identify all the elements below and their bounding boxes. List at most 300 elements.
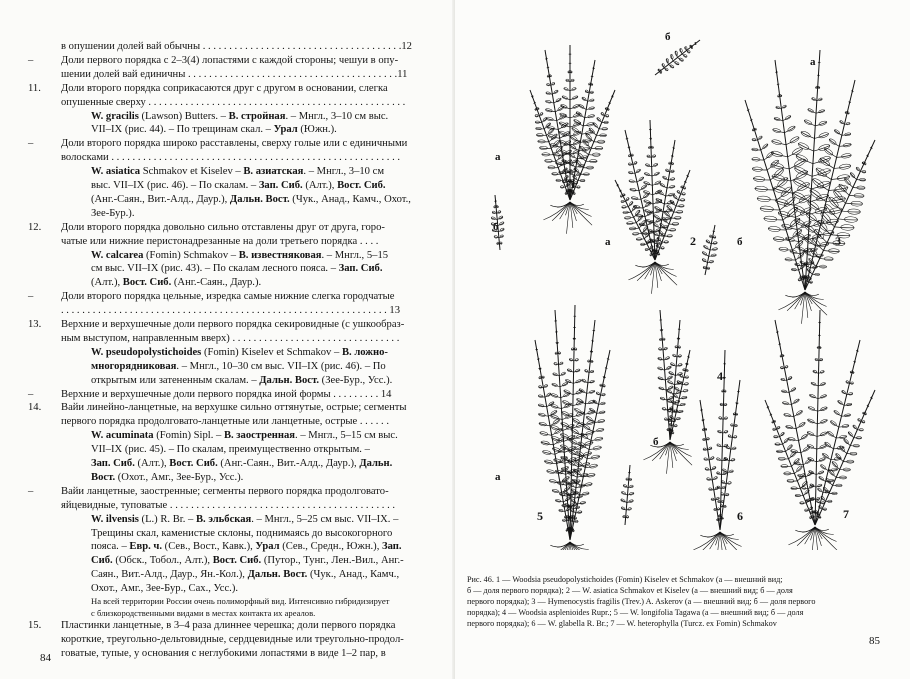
- pinna-blade: [581, 379, 586, 383]
- species-entry-line: [91, 443, 370, 456]
- text-span: (Путор., Тунг., Лен.-Вил., Анг.-: [261, 555, 404, 567]
- pinna-blade: [792, 191, 806, 202]
- text-span: (Fomin) Schmakov –: [143, 249, 239, 261]
- text-span: Schmakov et Kiselev –: [140, 166, 244, 178]
- pinna: [833, 485, 843, 486]
- species-entry-line: [91, 540, 402, 553]
- pinna: [622, 207, 629, 208]
- pinna-blade: [827, 430, 835, 437]
- pinna-blade: [722, 468, 727, 472]
- bold-term: В. известняковая: [238, 249, 322, 261]
- pinna-blade: [572, 104, 579, 109]
- pinna: [580, 453, 592, 456]
- pinna-blade: [664, 418, 667, 421]
- bold-term: Вост. Сиб.: [169, 458, 218, 469]
- pinna: [773, 129, 785, 132]
- pinna: [813, 179, 829, 191]
- pinna: [823, 251, 839, 252]
- pinna-blade: [644, 209, 651, 214]
- pinna-blade: [724, 403, 727, 406]
- pinna: [632, 233, 641, 234]
- pinna: [820, 158, 834, 168]
- pinna-blade: [762, 143, 768, 149]
- pinna-blade: [569, 358, 573, 362]
- pinna-blade: [714, 508, 717, 511]
- pinna: [553, 374, 560, 376]
- pinna-blade: [707, 267, 710, 270]
- text-span: (Алт.),: [91, 277, 123, 289]
- plant-3-frond: [805, 140, 875, 290]
- key-line: Доли второго порядка широко расставлены, сверху голые или с единичными: [61, 138, 408, 150]
- bold-term: Вост. Сиб.: [337, 180, 386, 191]
- bold-term: Сиб.: [91, 555, 113, 567]
- species-entry-line: [91, 179, 386, 192]
- pinna-blade: [641, 184, 648, 190]
- text-span: Охот., Амг., Зее-Бур., Сах., Усс.).: [91, 583, 238, 595]
- pinna-blade: [797, 141, 809, 150]
- pinna-blade: [820, 419, 828, 424]
- plant-top-detail: [655, 40, 700, 75]
- pinna-blade: [710, 456, 714, 460]
- pinna: [623, 212, 631, 213]
- figure-label: 6: [737, 509, 743, 523]
- pinna-blade: [718, 416, 722, 419]
- pinna-blade: [771, 139, 782, 146]
- pinna-blade: [804, 119, 813, 126]
- text-span: (Алт.),: [302, 180, 338, 191]
- pinna: [774, 118, 783, 120]
- pinna-blade: [578, 441, 587, 449]
- pinna: [785, 259, 796, 260]
- species-entry-line: [91, 554, 404, 567]
- pinna-blade: [813, 370, 818, 374]
- pinna: [850, 446, 859, 447]
- pinna: [842, 211, 861, 212]
- key-couplet-marker: 12.: [28, 221, 42, 233]
- pinna-blade: [644, 172, 650, 176]
- key-couplet-marker: –: [28, 388, 34, 400]
- pinna: [846, 203, 863, 204]
- pinna-blade: [540, 431, 549, 436]
- bold-term: Зап. Сиб.: [338, 263, 383, 275]
- caption-line: первого порядка); 6 — W. glabella R. Br.; 7 — W. heterophylla (Turcz. ex Fomin) Schmakov: [467, 619, 777, 628]
- bold-term: В. стройная: [228, 110, 286, 122]
- key-line: шении долей вай единичны . . . . . . . . . . . . . . . . . . . . . . . . . . . . . . . . . . . . . . . .11: [61, 68, 408, 80]
- pinna-blade: [848, 431, 853, 436]
- bold-term: W. acuminata: [91, 430, 154, 442]
- pinna-blade: [552, 383, 558, 387]
- pinna-blade: [621, 491, 626, 495]
- bold-term: W. asiatica: [91, 166, 141, 178]
- bold-term: Вост. Сиб.: [122, 277, 172, 289]
- pinna-blade: [581, 97, 586, 101]
- pinna-blade: [657, 190, 664, 195]
- pinna-blade: [636, 169, 641, 174]
- pinna-blade: [852, 425, 857, 430]
- pinna-blade: [657, 367, 662, 371]
- pinna: [552, 174, 561, 175]
- species-entry-line: [91, 123, 337, 136]
- pinna: [794, 466, 802, 474]
- pinna-blade: [801, 433, 809, 440]
- pinna: [845, 178, 853, 187]
- pinna: [682, 384, 688, 385]
- pinna-blade: [578, 104, 584, 109]
- key-line: волосками . . . . . . . . . . . . . . . . . . . . . . . . . . . . . . . . . . . . . . . . . . . . . . . . . . . . . . .: [61, 152, 401, 164]
- pinna-blade: [554, 90, 559, 94]
- pinna-blade: [668, 371, 673, 375]
- bold-term: W. ilvensis: [91, 513, 139, 525]
- pinna-blade: [794, 165, 808, 176]
- pinna: [800, 482, 807, 489]
- pinna-blade: [712, 466, 717, 470]
- pinna-blade: [559, 362, 563, 366]
- pinna-blade: [815, 167, 828, 179]
- pinna: [840, 469, 851, 470]
- pinna-blade: [594, 437, 603, 442]
- pinna: [663, 64, 664, 68]
- pinna: [809, 282, 813, 283]
- key-line: Доли второго порядка цельные, изредка самые нижние слегка городчатые: [61, 291, 395, 303]
- plant-2-frond: [643, 120, 662, 260]
- pinna-blade: [546, 393, 551, 397]
- frond-rachis: [775, 320, 815, 525]
- key-couplet-marker: –: [28, 54, 34, 66]
- pinna-blade: [637, 214, 643, 221]
- pinna-blade: [563, 389, 570, 394]
- pinna-blade: [643, 181, 650, 186]
- pinna: [822, 454, 830, 460]
- pinna-blade: [766, 151, 775, 159]
- plant-2-roots: [628, 262, 677, 294]
- text-span: (Охот., Амг., Зее-Бур., Усс.).: [115, 471, 244, 483]
- pinna-blade: [771, 150, 783, 158]
- text-span: (Анг.-Саян., Вит.-Алд., Даур.),: [217, 458, 360, 469]
- pinna-blade: [498, 216, 503, 220]
- pinna-blade: [824, 441, 832, 448]
- plant-6-roots: [693, 532, 742, 550]
- pinna-blade: [830, 420, 837, 426]
- plant-5-detail: [620, 465, 634, 525]
- caption-line: порядка); 4 — Woodsia asplenioides Rupr.; 5 — W. longifolia Tagawa (а — внешний вид; б — доля: [467, 608, 804, 617]
- text-span: (Fomin) Sipl. –: [153, 430, 224, 442]
- plant-7-frond: [775, 320, 815, 525]
- plant-7-frond: [807, 310, 828, 525]
- bold-term: Дальн. Вост.: [259, 374, 320, 386]
- pinna-blade: [828, 138, 837, 146]
- pinna-blade: [591, 454, 600, 459]
- pinna: [628, 164, 633, 165]
- key-couplet-marker: –: [28, 291, 34, 303]
- figure-label: 5: [537, 509, 543, 523]
- pinna: [624, 217, 633, 218]
- pinna-blade: [793, 178, 807, 189]
- pinna-blade: [724, 416, 728, 419]
- species-entry-line: [91, 471, 243, 484]
- bold-term: Евр. ч.: [129, 541, 163, 553]
- pinna-blade: [621, 506, 625, 510]
- pinna-blade: [687, 50, 690, 53]
- pinna-blade: [735, 424, 738, 427]
- pinna-blade: [553, 458, 562, 464]
- pinna-blade: [546, 469, 555, 474]
- pinna-blade: [795, 169, 809, 180]
- text-span: пояса. –: [91, 541, 130, 553]
- pinna-blade: [841, 390, 846, 394]
- pinna: [830, 421, 838, 427]
- text-span: . – Мнгл., 10–30 см выс. VII–IX (рис. 46). – По: [176, 360, 386, 372]
- pinna: [796, 253, 804, 260]
- pinna: [812, 274, 819, 275]
- text-span: . – Мнгл., 3–10 см выс.: [285, 110, 389, 122]
- key-line: Вайи ланцетные, заостренные; сегменты первого порядка продолговато-: [61, 485, 389, 497]
- bold-term: Зап. Сиб.: [258, 180, 303, 191]
- pinna-blade: [702, 258, 707, 262]
- pinna: [539, 148, 551, 149]
- key-line: первого порядка продолговато-ланцетные или ланцетные, острые . . . . . .: [61, 416, 389, 428]
- pinna-blade: [561, 372, 566, 376]
- pinna-blade: [850, 172, 856, 178]
- species-entry-line: [91, 249, 388, 262]
- pinna-blade: [789, 136, 800, 145]
- key-couplet-marker: 15.: [28, 620, 42, 631]
- pinna-blade: [575, 379, 581, 383]
- text-span: (Анг.-Саян., Вит.-Алд., Даур.),: [91, 193, 230, 205]
- pinna-blade: [810, 483, 815, 487]
- bold-term: В. ложно-: [341, 346, 388, 358]
- pinna-blade: [706, 239, 711, 243]
- pinna-blade: [558, 446, 567, 454]
- text-span: (Алт.),: [134, 458, 170, 469]
- pinna: [820, 258, 834, 259]
- pinna-blade: [654, 172, 660, 176]
- pinna-blade: [539, 422, 547, 427]
- pinna-blade: [658, 386, 664, 390]
- bold-term: В. эльбская: [195, 513, 252, 525]
- species-entry-line: [91, 596, 389, 607]
- pinna-blade: [800, 130, 811, 138]
- pinna-blade: [541, 440, 550, 445]
- bold-term: Дальн. Вост.: [247, 569, 308, 581]
- pinna-blade: [561, 159, 567, 164]
- pinna-blade: [793, 157, 806, 168]
- pinna-blade: [782, 105, 786, 109]
- pinna-blade: [803, 446, 810, 452]
- text-span: открытым или затененным скалам. –: [91, 374, 260, 386]
- fern-drawings: [475, 20, 895, 550]
- pinna-blade: [666, 366, 671, 370]
- pinna: [771, 141, 786, 145]
- pinna-blade: [622, 515, 625, 518]
- figure-label: а: [605, 236, 611, 248]
- pinna-blade: [553, 139, 561, 147]
- pinna-blade: [724, 505, 727, 508]
- pinna-blade: [653, 163, 658, 167]
- text-span: (Сев., Вост., Кавк.),: [162, 541, 256, 553]
- pinna-blade: [769, 159, 779, 169]
- right-page: [455, 0, 910, 679]
- pinna: [684, 377, 689, 378]
- pinna-blade: [791, 387, 797, 392]
- pinna: [847, 393, 853, 394]
- pinna: [764, 218, 783, 220]
- pinna-blade: [662, 176, 667, 180]
- pinna-blade: [796, 410, 803, 416]
- figure-label: б: [493, 221, 499, 233]
- text-span: (Чук., Анад., Камч., Охот.,: [289, 193, 411, 205]
- pinna-blade: [499, 221, 504, 225]
- plant-1-roots: [543, 202, 592, 234]
- pinna-blade: [818, 120, 827, 126]
- species-entry-line: [91, 346, 388, 359]
- pinna-blade: [723, 472, 727, 476]
- figure-label: б: [737, 236, 743, 248]
- pinna: [703, 449, 708, 450]
- pinna-blade: [808, 406, 815, 411]
- bold-term: Зап. Сиб.: [91, 458, 135, 469]
- bold-term: многорядниковая: [91, 360, 177, 372]
- pinna-blade: [807, 108, 814, 113]
- figure-label: 4: [717, 369, 723, 383]
- pinna: [725, 494, 729, 495]
- pinna: [752, 159, 764, 160]
- caption-line: б — доля первого порядка); 2 — W. asiatica Schmakov et Kiselev (а — внешний вид; б — доля: [467, 586, 793, 595]
- pinna-blade: [589, 464, 598, 469]
- pinna: [844, 123, 850, 124]
- plant-7-roots: [788, 527, 837, 550]
- text-span: (Зее-Бур., Усс.).: [319, 374, 393, 386]
- key-line: Верхние и верхушечные доли первого порядка иной формы . . . . . . . . . 14: [61, 388, 392, 400]
- pinna-blade: [549, 479, 557, 484]
- pinna-blade: [589, 390, 595, 394]
- pinna-blade: [658, 376, 664, 380]
- pinna-blade: [811, 97, 815, 101]
- figure-label: б: [665, 31, 671, 43]
- pinna: [578, 463, 590, 466]
- pinna-blade: [559, 121, 568, 127]
- pinna: [621, 201, 626, 202]
- species-entry-line: [91, 582, 238, 595]
- right-page-number: 85: [869, 635, 880, 647]
- pinna: [810, 190, 826, 202]
- pinna: [672, 420, 676, 421]
- key-line: Вайи линейно-ланцетные, на верхушке сильно оттянутые, острые; сегменты: [61, 402, 407, 414]
- pinna: [791, 269, 798, 270]
- text-span: см выс. VII–IX (рис. 43). – По скалам лесного пояса. –: [91, 263, 339, 275]
- pinna: [816, 168, 831, 179]
- pinna-blade: [545, 108, 552, 112]
- pinna: [838, 219, 858, 220]
- pinna-blade: [673, 195, 678, 200]
- pinna: [836, 477, 846, 478]
- pinna: [853, 187, 865, 188]
- figure-label: 7: [843, 507, 849, 521]
- species-entry-line: [91, 429, 398, 442]
- figure-label: б: [653, 436, 659, 448]
- species-entry-line: [91, 374, 392, 387]
- pinna-blade: [702, 251, 708, 256]
- pinna: [541, 442, 553, 445]
- pinna-blade: [572, 95, 578, 99]
- species-entry-line: [91, 360, 386, 373]
- pinna-blade: [638, 176, 644, 181]
- pinna-blade: [587, 473, 595, 478]
- pinna-blade: [575, 369, 580, 373]
- text-span: (Анг.-Саян., Даур.).: [171, 277, 262, 289]
- pinna-blade: [818, 109, 825, 113]
- key-couplet-marker: –: [28, 138, 34, 150]
- pinna-blade: [684, 46, 687, 49]
- pinna-blade: [550, 425, 559, 431]
- pinna-blade: [716, 457, 721, 461]
- text-span: выс. VII–IX (рис. 46). – По скалам. –: [91, 180, 259, 191]
- pinna-blade: [795, 232, 805, 239]
- text-span: VII–IX (рис. 45). – По скалам, преимущественно открытым. –: [91, 444, 370, 456]
- key-line: Пластинки ланцетные, в 3–4 раза длиннее черешка; доли первого порядка: [61, 620, 396, 631]
- pinna-blade: [717, 500, 720, 503]
- pinna-blade: [674, 386, 679, 391]
- bold-term: Вост. Сиб.: [212, 555, 262, 567]
- text-span: (L.) R. Br. –: [138, 513, 196, 525]
- pinna: [593, 123, 599, 129]
- pinna-blade: [785, 115, 792, 120]
- key-line: чатые или нижние перистонадрезанные на доли третьего порядка . . . .: [61, 235, 379, 247]
- pinna-blade: [833, 410, 840, 416]
- frond-rachis: [805, 140, 875, 290]
- pinna-blade: [717, 430, 721, 434]
- text-span: На всей территории России очень полиморфный вид. Интенсивно гибридизирует: [91, 596, 390, 606]
- pinna-blade: [643, 190, 650, 195]
- pinna: [757, 198, 777, 200]
- pinna: [752, 169, 767, 170]
- bold-term: В. азиатская: [243, 166, 304, 178]
- bold-term: W. calcarea: [91, 249, 144, 261]
- left-page-number: 84: [40, 652, 51, 664]
- pinna: [660, 398, 667, 400]
- pinna-blade: [645, 163, 650, 167]
- pinna: [659, 388, 666, 390]
- pinna-blade: [788, 376, 793, 380]
- pinna: [626, 223, 636, 224]
- key-line: в опушении долей вай обычны . . . . . . . . . . . . . . . . . . . . . . . . . . . . . . . . . . . . . .12: [61, 41, 412, 52]
- pinna-blade: [796, 181, 810, 192]
- pinna: [587, 391, 595, 393]
- plant-6-frond: [720, 380, 740, 530]
- pinna-blade: [713, 236, 716, 239]
- pinna-blade: [543, 117, 548, 122]
- pinna: [675, 373, 682, 375]
- pinna-blade: [593, 445, 602, 450]
- key-couplet-marker: –: [28, 485, 34, 497]
- pinna: [764, 152, 773, 160]
- key-line: Доли первого порядка с 2–3(4) лопастями с каждой стороны; чешуи в опу-: [61, 54, 399, 66]
- key-line: яйцевидные, туповатые . . . . . . . . . . . . . . . . . . . . . . . . . . . . . . . . . . . . . . . . . . .: [61, 499, 396, 511]
- pinna-blade: [841, 153, 852, 159]
- root: [570, 542, 592, 550]
- text-span: (Сев., Средн., Южн.),: [279, 541, 382, 553]
- pinna: [827, 432, 836, 438]
- pinna: [645, 164, 651, 166]
- key-couplet-marker: 13.: [28, 319, 42, 330]
- pinna-blade: [570, 428, 579, 435]
- pinna: [824, 149, 836, 158]
- plant-6-frond: [700, 400, 720, 530]
- species-entry-line: [91, 262, 383, 275]
- pinna: [732, 436, 737, 437]
- pinna: [539, 387, 544, 388]
- pinna: [548, 167, 558, 168]
- pinna: [629, 228, 639, 229]
